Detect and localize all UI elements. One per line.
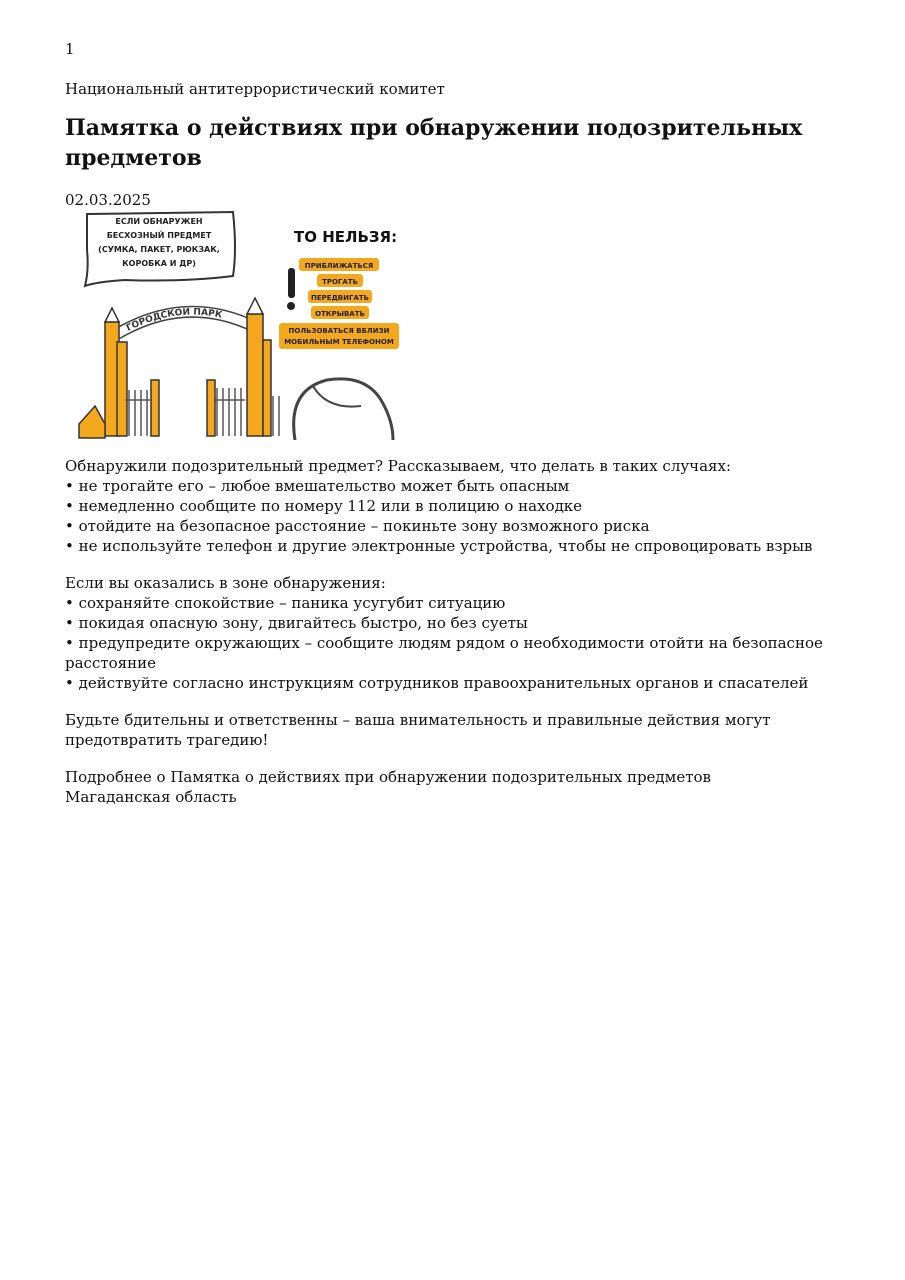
closing-text: Будьте бдительны и ответственны – ваша внимательность и правильные действия могут предотвратить трагедию!	[65, 711, 771, 749]
list-item: • сохраняйте спокойствие – паника усугубит ситуацию	[65, 594, 506, 612]
list-item: • покидая опасную зону, двигайтесь быстро, но без суеты	[65, 614, 528, 632]
exclamation-icon	[288, 268, 295, 298]
list-item: • немедленно сообщите по номеру 112 или в полицию о находке	[65, 497, 583, 515]
rule-touch: ТРОГАТЬ	[322, 278, 358, 286]
illustration-svg	[65, 210, 405, 440]
page-title: Памятка о действиях при обнаружении подозрительных предметов	[65, 115, 803, 171]
instructions-block-1	[65, 456, 845, 556]
bubble-line-3: (СУМКА, ПАКЕТ, РЮКЗАК,	[98, 245, 220, 254]
bubble-line-1: ЕСЛИ ОБНАРУЖЕН	[115, 217, 203, 226]
closing-block	[65, 710, 845, 750]
article-body	[65, 456, 845, 824]
list-item: • действуйте согласно инструкциям сотрудников правоохранительных органов и спасателей	[65, 674, 809, 692]
rule-phone-1: ПОЛЬЗОВАТЬСЯ ВБЛИЗИ	[288, 327, 390, 335]
instructions-block-2	[65, 573, 845, 693]
list-item: • предупредите окружающих – сообщите людям рядом о необходимости отойти на безопасное расстояние	[65, 634, 823, 672]
forbidden-heading: ТО НЕЛЬЗЯ:	[294, 228, 398, 246]
region-label: Магаданская область	[65, 788, 237, 806]
page-number: 1	[65, 40, 75, 58]
more-link[interactable]: Подробнее о Памятка о действиях при обнаружении подозрительных предметов	[65, 768, 711, 786]
list-item: • не трогайте его – любое вмешательство может быть опасным	[65, 477, 570, 495]
organization-name: Национальный антитеррористический комитет	[65, 80, 445, 98]
bubble-line-4: КОРОБКА И ДР)	[122, 259, 196, 268]
list-item: • отойдите на безопасное расстояние – покиньте зону возможного риска	[65, 517, 650, 535]
zone-intro: Если вы оказались в зоне обнаружения:	[65, 574, 386, 592]
instructions-intro: Обнаружили подозрительный предмет? Рассказываем, что делать в таких случаях:	[65, 457, 732, 475]
rule-approach: ПРИБЛИЖАТЬСЯ	[304, 262, 374, 270]
bubble-line-2: БЕСХОЗНЫЙ ПРЕДМЕТ	[106, 231, 212, 240]
publication-date: 02.03.2025	[65, 191, 151, 209]
footer-block	[65, 767, 845, 807]
safety-illustration	[65, 210, 405, 440]
rule-phone-2: МОБИЛЬНЫМ ТЕЛЕФОНОМ	[284, 338, 394, 346]
rule-move: ПЕРЕДВИГАТЬ	[311, 294, 369, 302]
rule-open: ОТКРЫВАТЬ	[315, 310, 365, 318]
park-sign: ГОРОДСКОЙ ПАРК	[124, 307, 223, 334]
list-item: • не используйте телефон и другие электронные устройства, чтобы не спровоцировать взрыв	[65, 537, 813, 555]
